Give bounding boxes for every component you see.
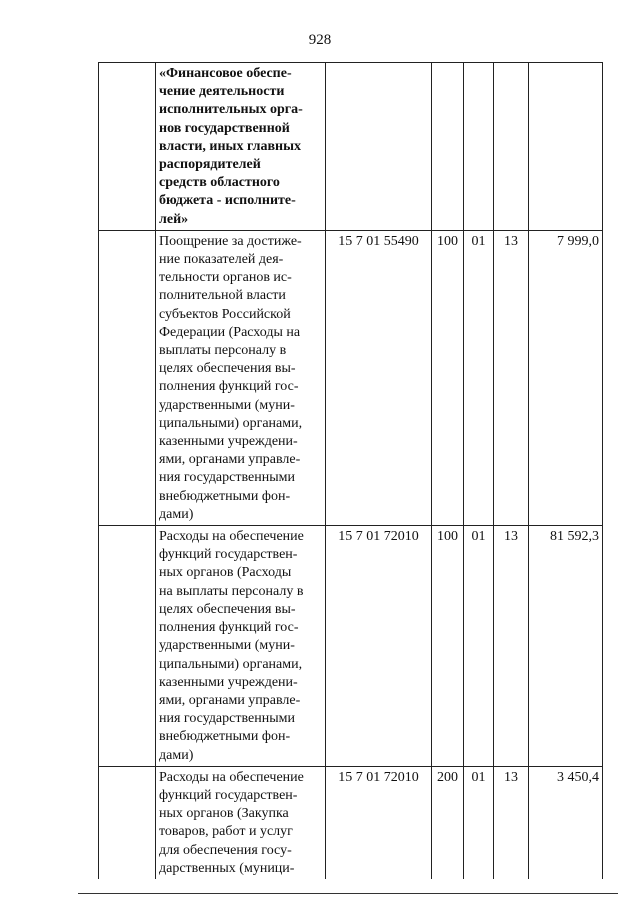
subsection-cell: 13 bbox=[494, 230, 529, 525]
subsection-cell: 13 bbox=[494, 766, 529, 879]
empty-cell bbox=[99, 230, 156, 525]
code-cell: 15 7 01 55490 bbox=[326, 230, 432, 525]
expense-name-cell: Расходы на обеспечение функций государствен- ных органов (Закупка товаров, работ и услуг для обеспечения госу- дарственных (муници- bbox=[156, 766, 326, 879]
expense-type-cell: 100 bbox=[432, 230, 464, 525]
empty-cell bbox=[99, 63, 156, 231]
section-cell: 01 bbox=[464, 230, 494, 525]
sum-cell: 7 999,0 bbox=[529, 230, 603, 525]
expense-type-cell bbox=[432, 63, 464, 231]
empty-cell bbox=[99, 766, 156, 879]
code-cell: 15 7 01 72010 bbox=[326, 526, 432, 767]
code-cell: 15 7 01 72010 bbox=[326, 766, 432, 879]
table-row-program-header bbox=[99, 63, 603, 231]
subsection-cell: 13 bbox=[494, 526, 529, 767]
program-name-cell: «Финансовое обеспе- чение деятельности исполнительных орга- нов государственной власти, иных главных распорядителей средств областного бюджета - исполните- лей» bbox=[156, 63, 326, 231]
table-row bbox=[99, 526, 603, 767]
sum-cell: 3 450,4 bbox=[529, 766, 603, 879]
section-cell bbox=[464, 63, 494, 231]
sum-cell bbox=[529, 63, 603, 231]
expense-type-cell: 200 bbox=[432, 766, 464, 879]
section-cell: 01 bbox=[464, 526, 494, 767]
expense-name-cell: Расходы на обеспечение функций государствен- ных органов (Расходы на выплаты персоналу в целях обеспечения вы- полнения функций гос- ударственными (муни- ципальными) органами, казенными учреждени- ями, органами управле- ния государственными внебюджетными фон- дами) bbox=[156, 526, 326, 767]
page-bottom-divider bbox=[78, 893, 618, 894]
subsection-cell bbox=[494, 63, 529, 231]
expense-name-cell: Поощрение за достиже- ние показателей дея- тельности органов ис- полнительной власти субъектов Российской Федерации (Расходы на выплаты персоналу в целях обеспечения вы- полнения функций гос- ударственными (муни- ципальными) органами, казенными учреждени- ями, органами управле- ния государственными внебюджетными фон- дами) bbox=[156, 230, 326, 525]
section-cell: 01 bbox=[464, 766, 494, 879]
empty-cell bbox=[99, 526, 156, 767]
table-row bbox=[99, 230, 603, 525]
table-row bbox=[99, 766, 603, 879]
page-number: 928 bbox=[308, 32, 332, 48]
code-cell bbox=[326, 63, 432, 231]
budget-table bbox=[98, 62, 603, 879]
sum-cell: 81 592,3 bbox=[529, 526, 603, 767]
expense-type-cell: 100 bbox=[432, 526, 464, 767]
